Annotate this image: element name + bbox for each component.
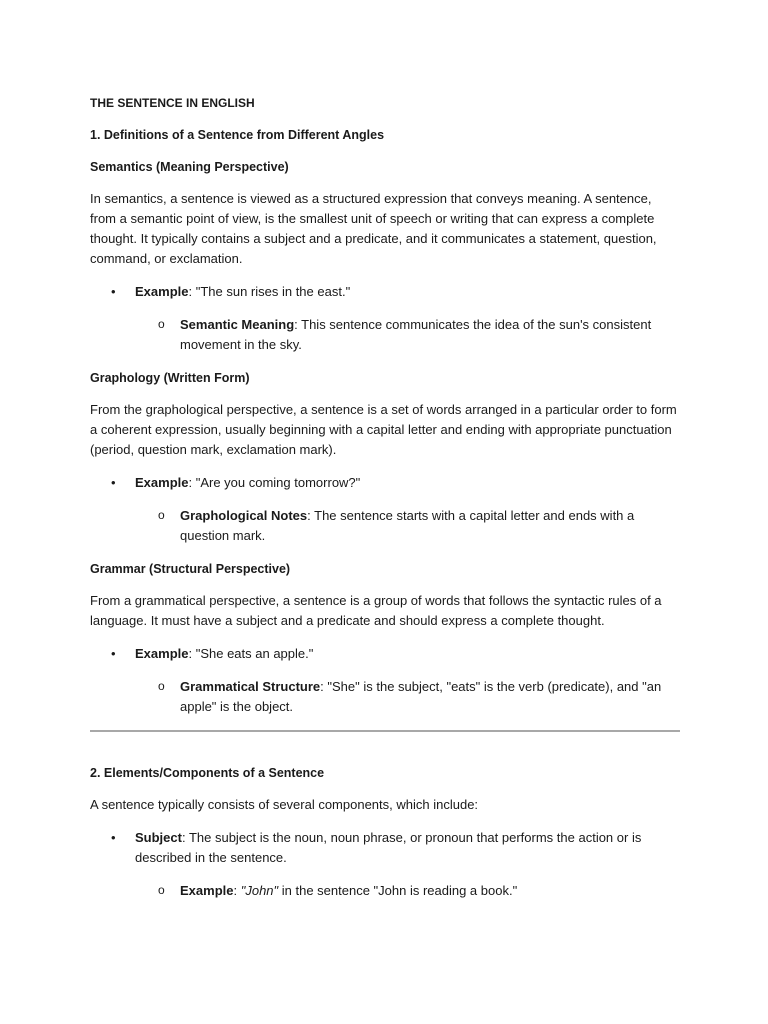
note-text: : The sentence starts with a capital letter and ends with a question mark. xyxy=(180,508,635,543)
section-2-heading: 2. Elements/Components of a Sentence xyxy=(90,766,325,780)
sub-bullet-marker: o xyxy=(158,317,165,331)
example-text: : "Are you coming tomorrow?" xyxy=(188,475,361,490)
section-2-intro: A sentence typically consists of several components, which include: xyxy=(90,797,479,812)
bullet-marker: • xyxy=(111,284,116,299)
graphology-note-item xyxy=(90,506,680,546)
subject-example-item xyxy=(90,881,680,901)
example-text: : "She eats an apple." xyxy=(188,646,314,661)
bullet-marker: • xyxy=(111,475,116,490)
grammar-note-item xyxy=(90,677,680,717)
example-text: : "The sun rises in the east." xyxy=(188,284,351,299)
example-label: Example xyxy=(135,284,189,299)
grammar-heading: Grammar (Structural Perspective) xyxy=(90,562,291,576)
example-rest: in the sentence "John is reading a book." xyxy=(278,883,518,898)
semantics-paragraph: In semantics, a sentence is viewed as a structured expression that conveys meaning. A sentence, from a semantic point of view, is the smallest unit of speech or writing that can express a complete thought. It typically contains a subject and a predicate, and it communicates a statement, question, command, or exclamation. xyxy=(90,191,657,266)
note-label: Semantic Meaning xyxy=(180,317,295,332)
note-text: : This sentence communicates the idea of the sun's consistent movement in the sky. xyxy=(180,317,652,352)
graphology-paragraph: From the graphological perspective, a sentence is a set of words arranged in a particular order to form a coherent expression, usually beginning with a capital letter and ending with appropriate punctuation (period, question mark, exclamation mark). xyxy=(90,402,677,457)
note-label: Grammatical Structure xyxy=(180,679,321,694)
example-italic-word: "John" xyxy=(240,883,279,898)
semantics-heading: Semantics (Meaning Perspective) xyxy=(90,160,289,174)
subject-label: Subject xyxy=(135,830,182,845)
bullet-marker: • xyxy=(111,830,116,845)
sub-bullet-marker: o xyxy=(158,508,165,522)
document-page xyxy=(90,93,680,914)
horizontal-divider xyxy=(90,730,680,732)
grammar-example-item xyxy=(90,644,680,664)
example-label: Example xyxy=(135,475,189,490)
semantics-example-item xyxy=(90,282,680,302)
bullet-marker: • xyxy=(111,646,116,661)
subject-item xyxy=(90,828,680,868)
example-label: Example xyxy=(135,646,189,661)
note-text: : "She" is the subject, "eats" is the verb (predicate), and "an apple" is the object. xyxy=(180,679,662,714)
sub-bullet-marker: o xyxy=(158,883,165,897)
sub-bullet-marker: o xyxy=(158,679,165,693)
semantics-note-item xyxy=(90,315,680,355)
note-label: Graphological Notes xyxy=(180,508,308,523)
example-label: Example xyxy=(180,883,234,898)
document-title: THE SENTENCE IN ENGLISH xyxy=(90,96,255,110)
graphology-heading: Graphology (Written Form) xyxy=(90,371,250,385)
section-1-heading: 1. Definitions of a Sentence from Different Angles xyxy=(90,128,385,142)
subject-text: : The subject is the noun, noun phrase, or pronoun that performs the action or is described in the sentence. xyxy=(135,830,642,865)
example-colon: : xyxy=(233,883,241,898)
grammar-paragraph: From a grammatical perspective, a sentence is a group of words that follows the syntactic rules of a language. It must have a subject and a predicate and should express a complete thought. xyxy=(90,593,662,628)
graphology-example-item xyxy=(90,473,680,493)
